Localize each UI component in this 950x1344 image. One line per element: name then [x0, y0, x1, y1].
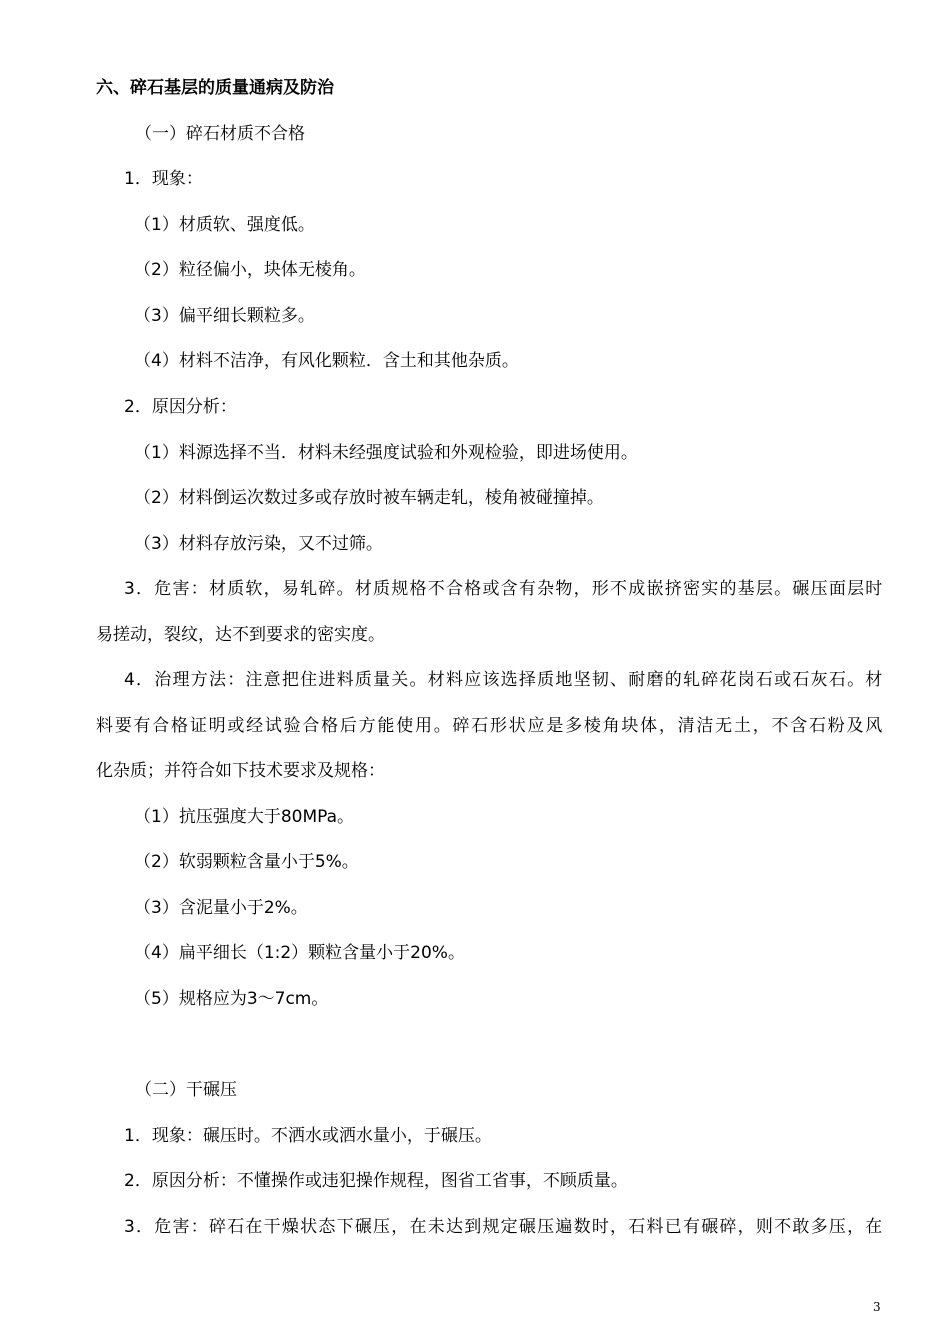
list-item: （2）材料倒运次数过多或存放时被车辆走轧，棱角被碰撞掉。	[134, 488, 604, 508]
list-item: （3）材料存放污染，又不过筛。	[134, 534, 383, 554]
subsection-heading: （二）干碾压	[135, 1080, 237, 1100]
list-item: （1）材质软、强度低。	[134, 215, 315, 235]
paragraph-line: 1．现象：碾压时。不洒水或洒水量小，于碾压。	[124, 1126, 492, 1146]
list-item: （4）材料不洁净，有风化颗粒．含土和其他杂质。	[134, 351, 519, 371]
paragraph-line: 化杂质；并符合如下技术要求及规格：	[96, 761, 385, 781]
section-heading: 六、碎石基层的质量通病及防治	[96, 78, 334, 98]
page-number: 3	[873, 1300, 881, 1314]
paragraph-line: 3．危害：材质软，易轧碎。材质规格不合格或含有杂物，形不成嵌挤密实的基层。碾压面层时	[124, 579, 882, 599]
list-item: （5）规格应为3～7cm。	[134, 989, 329, 1009]
paragraph-line: 易搓动，裂纹，达不到要求的密实度。	[96, 625, 385, 645]
paragraph-line: 2．原因分析：	[124, 397, 237, 417]
paragraph-line: 4．治理方法：注意把住进料质量关。材料应该选择质地坚韧、耐磨的轧碎花岗石或石灰石。材	[124, 670, 882, 690]
paragraph-line: 料要有合格证明或经试验合格后方能使用。碎石形状应是多棱角块体，清洁无土，不含石粉及风	[96, 716, 882, 736]
subsection-heading: （一）碎石材质不合格	[135, 124, 305, 144]
list-item: （3）含泥量小于2%。	[134, 898, 308, 918]
list-item: （2）软弱颗粒含量小于5%。	[134, 852, 359, 872]
list-item: （1）抗压强度大于80MPa。	[134, 807, 355, 827]
paragraph-line: 3．危害：碎石在干燥状态下碾压，在未达到规定碾压遍数时，石料已有碾碎，则不敢多压，在	[124, 1217, 882, 1237]
list-item: （2）粒径偏小，块体无棱角。	[134, 260, 366, 280]
paragraph-line: 2．原因分析：不懂操作或违犯操作规程，图省工省事，不顾质量。	[124, 1171, 628, 1191]
list-item: （4）扁平细长（1:2）颗粒含量小于20%。	[134, 943, 465, 963]
list-item: （1）料源选择不当．材料未经强度试验和外观检验，即进场使用。	[134, 443, 638, 463]
paragraph-line: 1．现象：	[124, 169, 203, 189]
list-item: （3）偏平细长颗粒多。	[134, 306, 315, 326]
